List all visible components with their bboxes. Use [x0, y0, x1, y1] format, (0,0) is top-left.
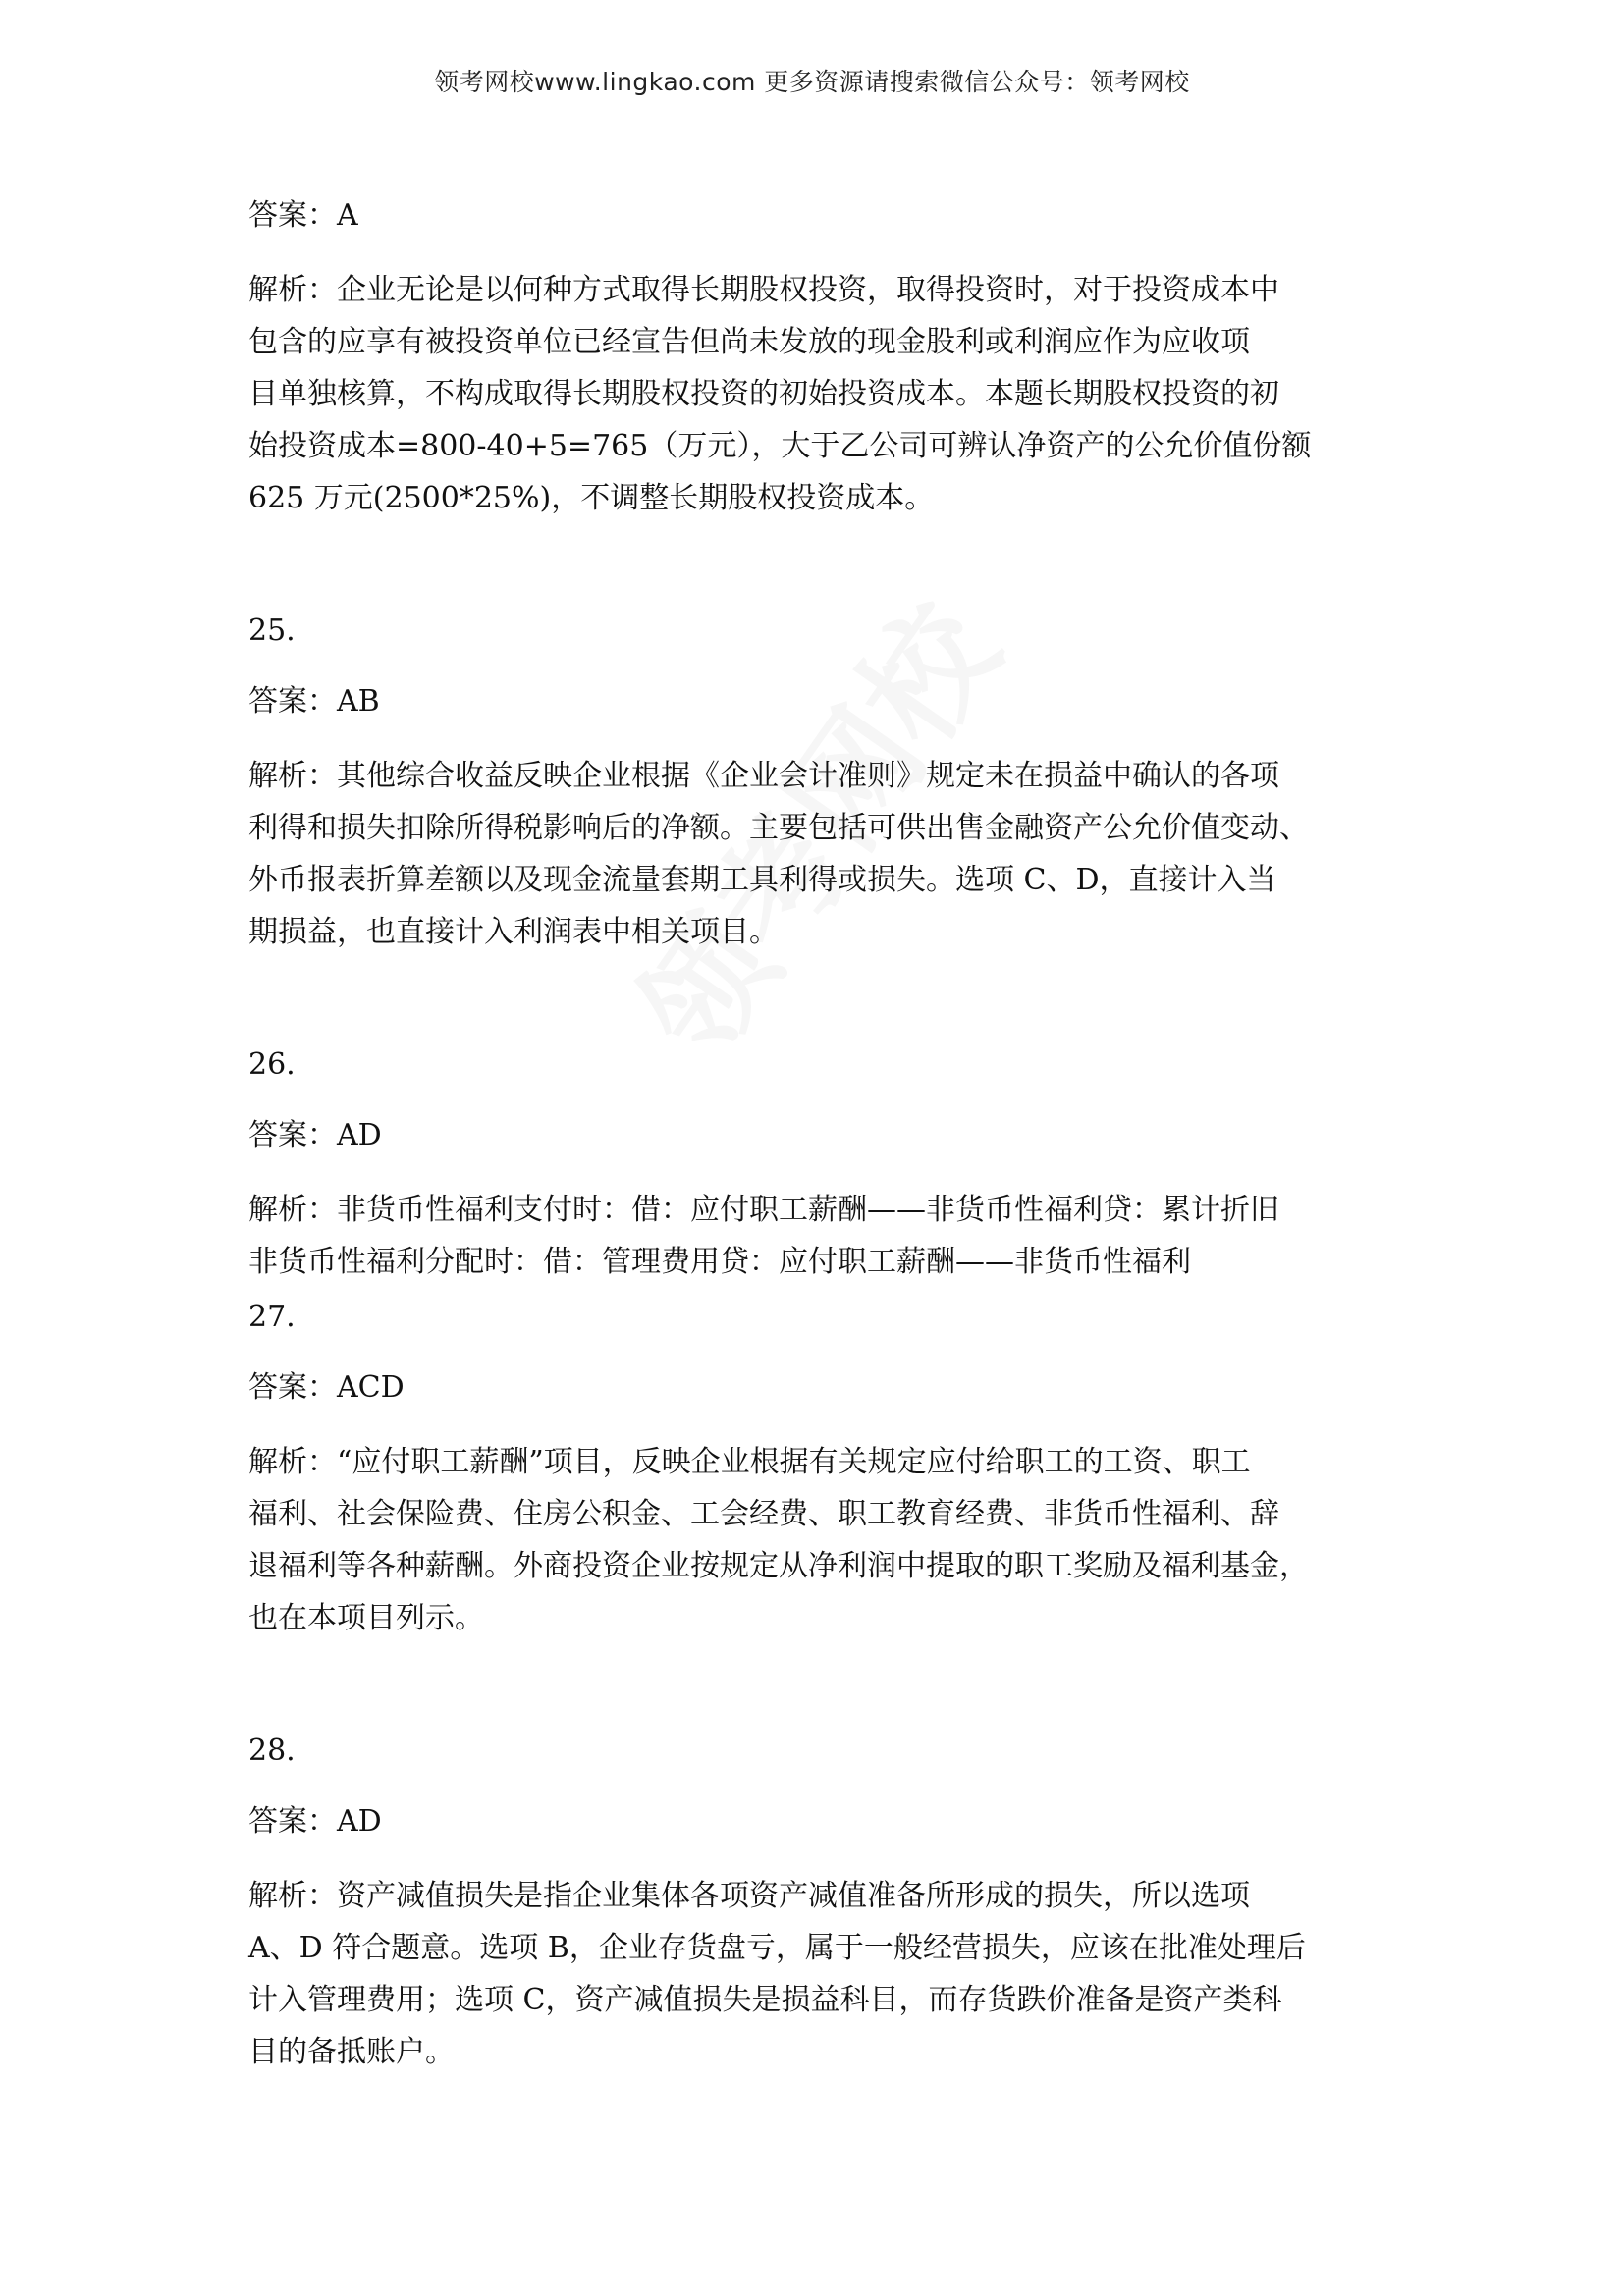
answer-item-28: [248, 1732, 1407, 2078]
analysis-line: 解析：“应付职工薪酬”项目，反映企业根据有关规定应付给职工的工资、职工: [248, 1445, 1251, 1479]
answer-content: [248, 196, 1407, 2078]
answer-item-24: [248, 196, 1407, 524]
analysis-line: 目的备抵账户。: [248, 2035, 455, 2069]
page-header: 领考网校www.lingkao.com 更多资源请搜索微信公众号：领考网校: [434, 68, 1190, 96]
question-number: 26.: [248, 1047, 296, 1082]
analysis-block: [248, 1870, 1407, 2078]
analysis-block: [248, 264, 1407, 524]
analysis-line: 也在本项目列示。: [248, 1601, 484, 1635]
analysis-line: 解析：企业无论是以何种方式取得长期股权投资，取得投资时，对于投资成本中: [248, 273, 1279, 307]
analysis-block: [248, 1184, 1407, 1288]
answer-line: 答案：AD: [248, 1804, 382, 1839]
analysis-line: 解析：非货币性福利支付时：借：应付职工薪酬——非货币性福利贷：累计折旧: [248, 1193, 1279, 1227]
answer-item-27: [248, 1298, 1407, 1644]
answer-line: 答案：ACD: [248, 1370, 405, 1405]
analysis-line: 目单独核算，不构成取得长期股权投资的初始投资成本。本题长期股权投资的初: [248, 377, 1279, 411]
analysis-line: 退福利等各种薪酬。外商投资企业按规定从净利润中提取的职工奖励及福利基金，: [248, 1549, 1309, 1583]
analysis-line: 非货币性福利分配时：借：管理费用贷：应付职工薪酬——非货币性福利: [248, 1245, 1191, 1279]
answer-item-26: [248, 1045, 1407, 1288]
analysis-line: 625 万元(2500*25%)，不调整长期股权投资成本。: [248, 481, 935, 515]
analysis-line: 包含的应享有被投资单位已经宣告但尚未发放的现金股利或利润应作为应收项: [248, 325, 1250, 359]
analysis-block: [248, 750, 1407, 958]
question-number: 27.: [248, 1300, 296, 1334]
answer-item-25: [248, 612, 1407, 958]
analysis-line: 解析：其他综合收益反映企业根据《企业会计准则》规定未在损益中确认的各项: [248, 759, 1279, 793]
analysis-line: 福利、社会保险费、住房公积金、工会经费、职工教育经费、非货币性福利、辞: [248, 1497, 1279, 1531]
analysis-line: 计入管理费用；选项 C，资产减值损失是损益科目，而存货跌价准备是资产类科: [248, 1983, 1282, 2017]
answer-line: 答案：AB: [248, 684, 380, 719]
analysis-line: 始投资成本=800-40+5=765（万元），大于乙公司可辨认净资产的公允价值份额: [248, 429, 1312, 463]
answer-line: 答案：AD: [248, 1118, 382, 1152]
question-number: 25.: [248, 614, 296, 648]
analysis-line: 期损益，也直接计入利润表中相关项目。: [248, 915, 779, 949]
analysis-block: [248, 1436, 1407, 1644]
analysis-line: A、D 符合题意。选项 B，企业存货盘亏，属于一般经营损失，应该在批准处理后: [248, 1931, 1306, 1965]
analysis-line: 利得和损失扣除所得税影响后的净额。主要包括可供出售金融资产公允价值变动、: [248, 811, 1309, 845]
answer-line: 答案：A: [248, 198, 358, 233]
analysis-line: 解析：资产减值损失是指企业集体各项资产减值准备所形成的损失，所以选项: [248, 1879, 1250, 1913]
analysis-line: 外币报表折算差额以及现金流量套期工具利得或损失。选项 C、D，直接计入当: [248, 863, 1276, 897]
question-number: 28.: [248, 1734, 296, 1768]
